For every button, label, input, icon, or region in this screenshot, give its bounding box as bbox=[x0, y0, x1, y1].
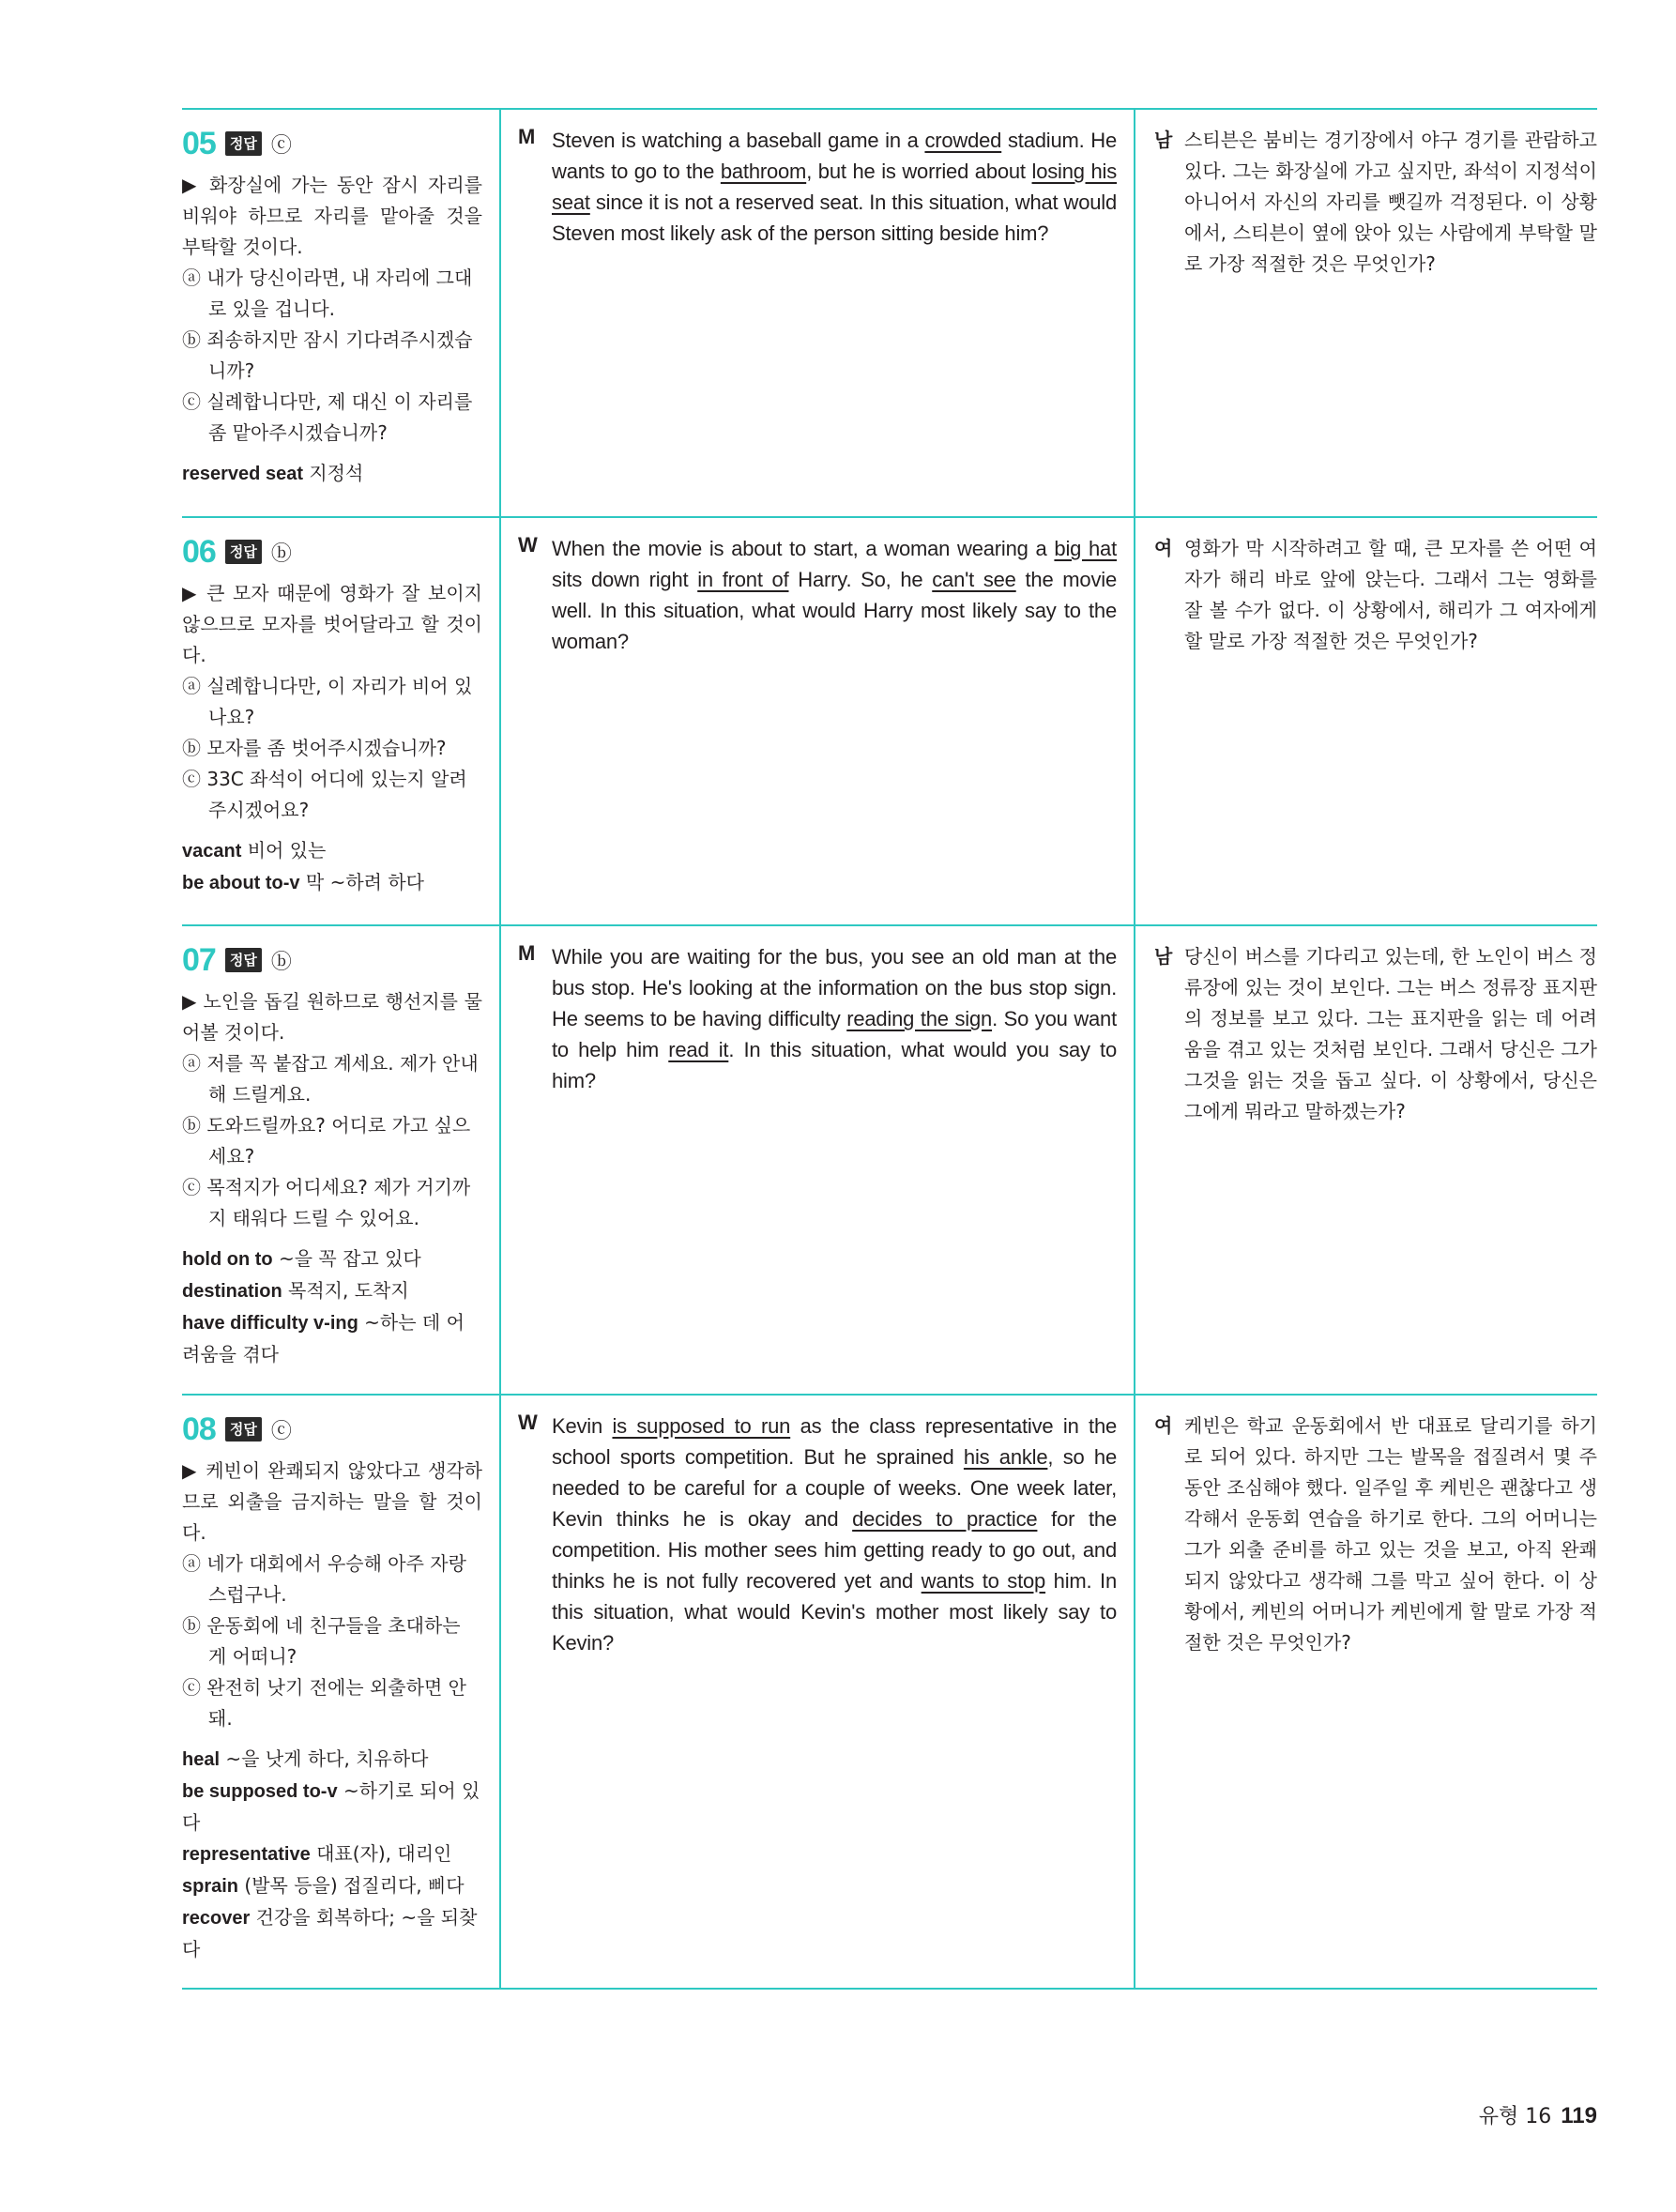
answer-column bbox=[182, 518, 501, 924]
script-text: . So you want to help him bbox=[552, 1007, 1118, 1061]
script-text: stadium. He wants to go to the bbox=[552, 129, 1118, 183]
vocab-item bbox=[182, 867, 482, 899]
question-header bbox=[182, 941, 482, 979]
script-text: the movie well. In this situation, what would Harry most likely say to the woman? bbox=[552, 568, 1117, 653]
script-text: for the competition. His mother sees him getting ready to go out, and thinks he is not fully recovered yet and bbox=[552, 1507, 1117, 1593]
option-translation: ⓑ 도와드릴까요? 어디로 가고 싶으세요? bbox=[182, 1114, 471, 1167]
vocab-meaning: (발목 등을) 접질리다, 삐다 bbox=[244, 1874, 465, 1897]
listening-script bbox=[518, 533, 1117, 657]
script-text: as the class representative in the school sports competition. But he sprained bbox=[552, 1414, 1118, 1469]
script-text: sits down right bbox=[552, 568, 698, 591]
translation-speaker: 여 bbox=[1154, 537, 1173, 559]
speaker-label: W bbox=[518, 1411, 538, 1434]
speaker-label: M bbox=[518, 125, 536, 148]
answer-badge: 정답 bbox=[225, 540, 262, 564]
vocab-meaning: ~하기로 되어 있다 bbox=[182, 1779, 480, 1834]
option-translation: ⓒ 33C 좌석이 어디에 있는지 알려 주시겠어요? bbox=[182, 768, 467, 821]
translation-text: 스티븐은 붐비는 경기장에서 야구 경기를 관람하고 있다. 그는 화장실에 가고 싶지만, 좌석이 지정석이 아니어서 자신의 자리를 뺏길까 걱정된다. 이 상황에서, 스티븐이 옆에 앉아 있는 사람에게 부탁할 말로 가장 적절한 것은 무엇인가? bbox=[1184, 129, 1597, 275]
vocab-list bbox=[182, 835, 482, 899]
explanation: ▶ 화장실에 가는 동안 잠시 자리를 비워야 하므로 자리를 맡아줄 것을 부탁할 것이다. bbox=[182, 174, 482, 258]
vocab-list bbox=[182, 1744, 482, 1965]
vocab-term: representative bbox=[182, 1844, 311, 1865]
answer-column bbox=[182, 110, 501, 516]
option-translation: ⓒ 실례합니다만, 제 대신 이 자리를 좀 맡아주시겠습니까? bbox=[182, 390, 473, 444]
question-row bbox=[182, 108, 1597, 516]
option-translation: ⓑ 죄송하지만 잠시 기다려주시겠습니까? bbox=[182, 328, 473, 382]
translation-column bbox=[1135, 518, 1597, 924]
listening-script bbox=[518, 1411, 1117, 1658]
underlined-phrase: wants to stop bbox=[921, 1569, 1046, 1593]
option-translation: ⓒ 완전히 낫기 전에는 외출하면 안 돼. bbox=[182, 1676, 466, 1730]
translation-column bbox=[1135, 110, 1597, 516]
vocab-meaning: 지정석 bbox=[309, 462, 364, 484]
script-text: When the movie is about to start, a woman wearing a bbox=[552, 537, 1055, 560]
option-translation: ⓑ 운동회에 네 친구들을 초대하는 게 어떠니? bbox=[182, 1614, 461, 1668]
vocab-list bbox=[182, 458, 482, 490]
answer-column bbox=[182, 926, 501, 1394]
translation-speaker: 남 bbox=[1154, 945, 1173, 968]
vocab-meaning: ~하는 데 어려움을 겪다 bbox=[182, 1311, 465, 1365]
vocab-item bbox=[182, 1744, 482, 1776]
question-header bbox=[182, 533, 482, 571]
script-text: Harry. So, he bbox=[788, 568, 933, 591]
option-translation: ⓐ 저를 꼭 붙잡고 계세요. 제가 안내해 드릴게요. bbox=[182, 1052, 479, 1106]
explanation: ▶ 케빈이 완쾌되지 않았다고 생각하므로 외출을 금지하는 말을 할 것이다. bbox=[182, 1459, 482, 1544]
option-translation: ⓑ 모자를 좀 벗어주시겠습니까? bbox=[182, 737, 447, 759]
question-row bbox=[182, 516, 1597, 924]
underlined-phrase: in front of bbox=[697, 568, 789, 591]
script-column bbox=[501, 926, 1135, 1394]
script-text: While you are waiting for the bus, you see an old man at the bus stop. He's looking at the information on the bus stop sign. He seems to be having difficulty bbox=[552, 945, 1117, 1030]
script-column bbox=[501, 1396, 1135, 1988]
option-translation: ⓐ 실례합니다만, 이 자리가 비어 있나요? bbox=[182, 675, 473, 728]
vocab-item bbox=[182, 1275, 482, 1307]
script-text: him. In this situation, what would Kevin's mother most likely say to Kevin? bbox=[552, 1569, 1117, 1655]
vocab-item bbox=[182, 1838, 482, 1870]
underlined-phrase: losing his seat bbox=[552, 160, 1118, 214]
vocab-term: be supposed to-v bbox=[182, 1781, 338, 1802]
translation-column bbox=[1135, 1396, 1597, 1988]
question-header bbox=[182, 125, 482, 162]
vocab-item bbox=[182, 1870, 482, 1902]
section-label: 유형 16 bbox=[1478, 2105, 1552, 2128]
question-header bbox=[182, 1411, 482, 1448]
underlined-phrase: reading the sign bbox=[846, 1007, 993, 1030]
script-column bbox=[501, 110, 1135, 516]
vocab-meaning: ~을 낫게 하다, 치유하다 bbox=[225, 1747, 429, 1770]
underlined-phrase: read it bbox=[668, 1038, 729, 1061]
underlined-phrase: crowded bbox=[924, 129, 1002, 152]
script-text: , so he needed to be careful for a couple of weeks. One week later, Kevin thinks he is okay and bbox=[552, 1445, 1117, 1531]
answer-choice: ⓑ bbox=[270, 950, 292, 974]
answer-choice: ⓒ bbox=[270, 1419, 292, 1443]
vocab-item bbox=[182, 1902, 482, 1965]
script-text: . In this situation, what would you say to him? bbox=[552, 1038, 1118, 1092]
question-row bbox=[182, 924, 1597, 1394]
translation-speaker: 남 bbox=[1154, 129, 1173, 151]
underlined-phrase: his ankle bbox=[963, 1445, 1048, 1469]
translation-text: 당신이 버스를 기다리고 있는데, 한 노인이 버스 정류장에 있는 것이 보인다. 그는 버스 정류장 표지판의 정보를 보고 있다. 그는 표지판을 읽는 데 어려움을 겪고 있는 것처럼 보인다. 그래서 당신은 그가 그것을 읽는 것을 돕고 싶다. 이 상황에서, 당신은 그에게 뭐라고 말하겠는가? bbox=[1184, 945, 1597, 1122]
vocab-meaning: 비어 있는 bbox=[247, 839, 327, 862]
listening-script bbox=[518, 125, 1117, 249]
script-text: Steven is watching a baseball game in a bbox=[552, 129, 925, 152]
question-number: 08 bbox=[182, 1411, 216, 1447]
translation-speaker: 여 bbox=[1154, 1414, 1173, 1437]
option-translation: ⓒ 목적지가 어디세요? 제가 거기까지 태워다 드릴 수 있어요. bbox=[182, 1176, 471, 1229]
listening-script bbox=[518, 941, 1117, 1096]
script-text: since it is not a reserved seat. In this situation, what would Steven most likely ask of the person sitting beside him? bbox=[552, 191, 1117, 245]
vocab-term: reserved seat bbox=[182, 464, 303, 484]
speaker-label: M bbox=[518, 941, 536, 965]
vocab-term: have difficulty v-ing bbox=[182, 1313, 358, 1334]
answer-choice: ⓑ bbox=[270, 542, 292, 566]
answer-badge: 정답 bbox=[225, 131, 262, 156]
vocab-item bbox=[182, 458, 482, 490]
page-number: 119 bbox=[1561, 2103, 1597, 2128]
option-translation: ⓐ 네가 대회에서 우승해 아주 자랑스럽구나. bbox=[182, 1552, 466, 1606]
vocab-term: sprain bbox=[182, 1876, 239, 1897]
vocab-meaning: ~을 꼭 잡고 있다 bbox=[279, 1247, 421, 1270]
question-number: 06 bbox=[182, 533, 216, 570]
script-text: , but he is worried about bbox=[806, 160, 1032, 183]
vocab-term: destination bbox=[182, 1281, 282, 1302]
vocab-term: recover bbox=[182, 1908, 251, 1929]
vocab-list bbox=[182, 1243, 482, 1370]
vocab-meaning: 대표(자), 대리인 bbox=[316, 1842, 452, 1865]
vocab-term: heal bbox=[182, 1749, 221, 1770]
vocab-item bbox=[182, 835, 482, 867]
answer-column bbox=[182, 1396, 501, 1988]
script-column bbox=[501, 518, 1135, 924]
underlined-phrase: decides to practice bbox=[852, 1507, 1038, 1531]
underlined-phrase: bathroom bbox=[720, 160, 807, 183]
underlined-phrase: big hat bbox=[1054, 537, 1118, 560]
question-number: 07 bbox=[182, 941, 216, 978]
underlined-phrase: can't see bbox=[932, 568, 1016, 591]
translation-text: 영화가 막 시작하려고 할 때, 큰 모자를 쓴 어떤 여자가 해리 바로 앞에 앉는다. 그래서 그는 영화를 잘 볼 수가 없다. 이 상황에서, 해리가 그 여자에게 할 말로 가장 적절한 것은 무엇인가? bbox=[1184, 537, 1597, 652]
question-number: 05 bbox=[182, 125, 216, 161]
vocab-term: hold on to bbox=[182, 1249, 273, 1270]
vocab-item bbox=[182, 1307, 482, 1370]
script-text: Kevin bbox=[552, 1414, 613, 1438]
speaker-label: W bbox=[518, 533, 538, 557]
page-footer bbox=[1479, 2100, 1597, 2129]
vocab-meaning: 건강을 회복하다; ~을 되찾다 bbox=[182, 1906, 478, 1960]
vocab-term: be about to-v bbox=[182, 873, 300, 893]
vocab-item bbox=[182, 1776, 482, 1838]
translation-column bbox=[1135, 926, 1597, 1394]
answer-badge: 정답 bbox=[225, 1417, 262, 1442]
vocab-item bbox=[182, 1243, 482, 1275]
vocab-term: vacant bbox=[182, 841, 242, 862]
answer-sheet bbox=[182, 108, 1597, 1990]
vocab-meaning: 목적지, 도착지 bbox=[288, 1279, 409, 1302]
question-row bbox=[182, 1394, 1597, 1990]
answer-badge: 정답 bbox=[225, 948, 262, 972]
answer-choice: ⓒ bbox=[270, 133, 292, 158]
option-translation: ⓐ 내가 당신이라면, 내 자리에 그대로 있을 겁니다. bbox=[182, 267, 473, 320]
vocab-meaning: 막 ~하려 하다 bbox=[305, 871, 424, 893]
explanation: ▶ 노인을 돕길 원하므로 행선지를 물어볼 것이다. bbox=[182, 990, 482, 1044]
underlined-phrase: is supposed to run bbox=[612, 1414, 791, 1438]
translation-text: 케빈은 학교 운동회에서 반 대표로 달리기를 하기로 되어 있다. 하지만 그는 발목을 접질려서 몇 주 동안 조심해야 했다. 일주일 후 케빈은 괜찮다고 생각해서 운동회 연습을 하기로 한다. 그의 어머니는 그가 외출 준비를 하고 있는 것을 보고, 아직 완쾌되지 않았다고 생각해 그를 막고 싶어 한다. 이 상황에서, 케빈의 어머니가 케빈에게 할 말로 가장 적절한 것은 무엇인가? bbox=[1184, 1414, 1597, 1654]
explanation: ▶ 큰 모자 때문에 영화가 잘 보이지 않으므로 모자를 벗어달라고 할 것이다. bbox=[182, 582, 482, 666]
